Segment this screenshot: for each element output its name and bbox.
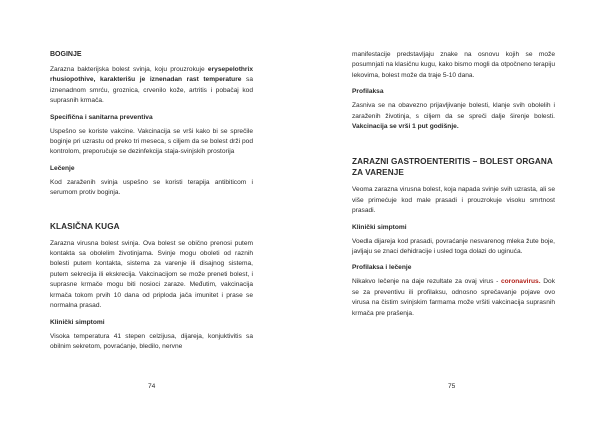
preventiva-text: Uspešno se koriste vakcine. Vakcinacija se vrši kako bi se sprečile boginje pri uzrastu od preko tri meseca, s ciljem da se bolest drži pod kontrolom, preporučuje se dezinfekcija staja-svinjskih prostorija: [50, 127, 253, 156]
kuga-continuation: manifestacije predstavljaju znake na osnovu kojih se može posumnjati na klasičnu kugu, kako bismo mogli da otpočneno terapiju lekovima, bolest može da traje 5-10 dana.: [352, 51, 555, 79]
heading-klinicki-simptomi: Klinički simptomi: [50, 318, 105, 326]
gastro-intro: Veoma zarazna virusna bolest, koja napada svinje svih uzrasta, ali se više primećuje kod male prasadi i prouzrokuje visoku smrtnost prasadi.: [352, 186, 555, 215]
profilaksa-text: Zasniva se na obavezno prijavljivanje bolesti, klanje svih obolelih i zaraženih životinja, s ciljem da se spreči dalje širenje bolesti. Vakcinacija se vrši 1 put godišnje.: [352, 102, 555, 131]
heading-gastro-simptomi: Klinički simptomi: [352, 223, 407, 231]
page-number-right: 75: [448, 383, 456, 390]
heading-profilaksa-lecenje: Profilaksa i lečenje: [352, 264, 412, 272]
coronavirus-highlight: coronavirus.: [500, 278, 541, 286]
heading-preventiva: Specifična i sanitarna preventiva: [50, 113, 153, 121]
page-number-left: 74: [148, 383, 156, 390]
heading-lecenje: Lečenje: [50, 164, 75, 172]
gastro-profilaksa-text: Nikakvo lečenje na daje rezultate za ovaj virus - coronavirus. Dok se za preventivu ili profilaksu, odnosno sprečavanje pojave ovo virusa na čistim svinjskim farmama može vršiti vakcinacija suprasnih krmača pre prašenja.: [352, 278, 555, 317]
gastro-simptomi-text: Voedla dijareja kod prasadi, povraćanje nesvarenog mleka žute boje, javljaju se znaci dehidracije i usled toga dolazi do uginuća.: [352, 237, 555, 256]
section-title-kuga: KLASIČNA KUGA: [50, 221, 120, 231]
kuga-simptomi-text: Visoka temperatura 41 stepen celzijusa, dijareja, konjuktivitis sa obilnim sekretom, povraćanje, bledilo, nervne: [50, 332, 253, 350]
kuga-intro: Zarazna virusna bolest svinja. Ova bolest se obično prenosi putem kontakta sa obolelim životinjama. Svinje mogu oboleti od raznih bolesti putem kontakta, sistema za varenje ili disajnog sistema, putem sekrecija ili ekskrecija. Vakcinacijom se može preneti bolest, i suprasne krmače mogu biti nosioci zaraze. Međutim, vakcinacija krmača tokom prvih 10 dana od priploda jača imunitet i prase se normalna prasad.: [50, 239, 253, 310]
boginje-intro: Zarazna bakterijska bolest svinja, koju prouzrokuje erysepelothrix rhusiopothive, karakterišu je iznenadan rast temperature sa iznenadnom smrću, groznica, crvenilo kože, artritis i pobačaj kod suprasnih krmača.: [50, 66, 253, 105]
section-title-gastroenteritis: ZARAZNI GASTROENTERITIS – BOLEST ORGANA ZA VARENJE: [352, 157, 553, 178]
left-page-column: [50, 50, 253, 356]
right-page: [300, 0, 600, 425]
right-page-column: [352, 50, 555, 323]
lecenje-text: Kod zaraženih svinja uspešno se koristi terapija antibiticom i serumom protiv boginja.: [50, 178, 253, 197]
heading-profilaksa: Profilaksa: [352, 88, 384, 96]
section-title-boginje: BOGINJE: [50, 51, 82, 58]
